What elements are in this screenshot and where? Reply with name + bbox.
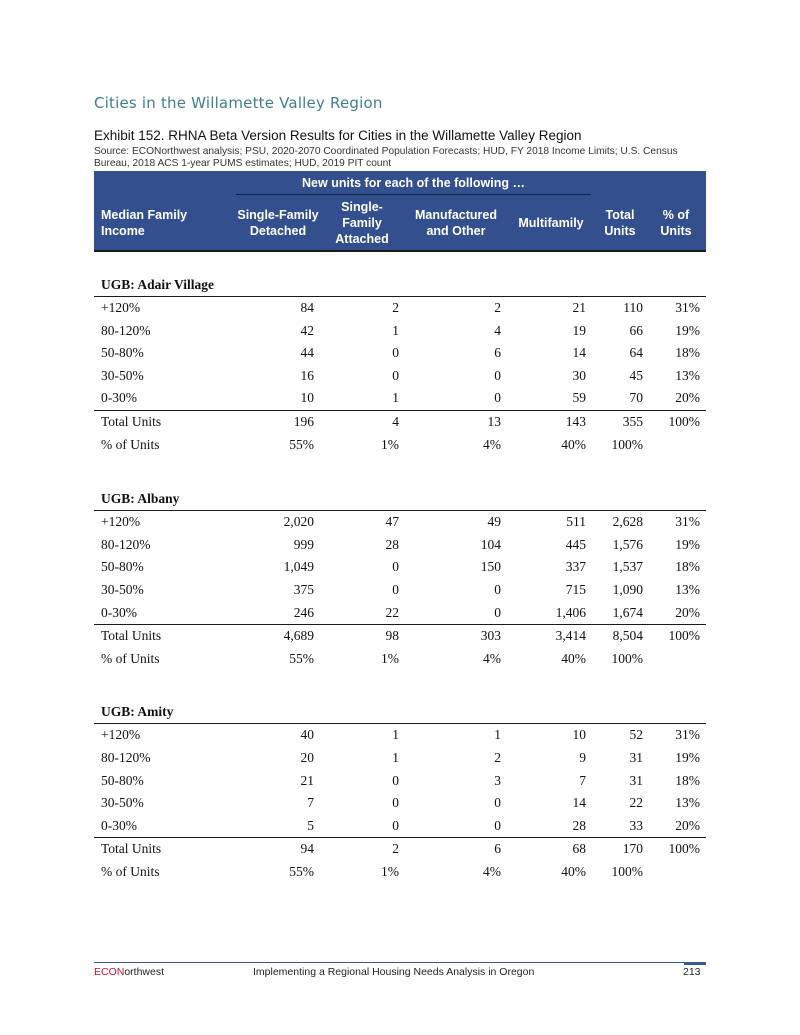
table-row xyxy=(94,579,706,602)
footer-page-tab xyxy=(684,962,706,965)
table-row xyxy=(94,815,706,838)
row-label: 0-30% xyxy=(101,817,137,833)
ugb-group xyxy=(94,270,706,456)
header-single-family-attached: Single-Family Attached xyxy=(335,200,389,246)
cell-single-family-attached: 1% xyxy=(381,650,399,666)
cell-single-family-detached: 16 xyxy=(300,367,314,383)
cell-manufactured-and-other: 0 xyxy=(494,604,501,620)
cell-manufactured-and-other: 6 xyxy=(494,841,501,857)
cell-percent-of-units: 13% xyxy=(675,581,700,597)
cell-multifamily: 3,414 xyxy=(555,628,586,644)
cell-single-family-detached: 84 xyxy=(300,300,314,315)
cell-total-units: 33 xyxy=(629,817,643,833)
cell-manufactured-and-other: 1 xyxy=(494,727,501,743)
cell-multifamily: 19 xyxy=(572,322,586,338)
ugb-group-title: UGB: Amity xyxy=(94,697,706,724)
table-row xyxy=(94,724,706,747)
row-label: % of Units xyxy=(101,650,160,666)
row-label: +120% xyxy=(101,727,141,743)
row-label: 30-50% xyxy=(101,581,144,597)
cell-manufactured-and-other: 0 xyxy=(494,817,501,833)
header-single-family-detached: Single-Family Detached xyxy=(237,208,319,238)
cell-single-family-attached: 0 xyxy=(392,581,399,597)
cell-multifamily: 511 xyxy=(566,514,586,530)
column-group-divider xyxy=(236,194,591,195)
cell-total-units: 170 xyxy=(622,841,643,857)
footer-divider xyxy=(94,962,706,963)
row-label: 0-30% xyxy=(101,390,137,406)
cell-single-family-attached: 1% xyxy=(381,863,399,879)
cell-percent-of-units: 100% xyxy=(668,841,700,857)
header-manufactured-and-other: Manufactured and Other xyxy=(415,208,497,238)
row-label: +120% xyxy=(101,514,141,530)
cell-multifamily: 14 xyxy=(572,795,586,811)
cell-single-family-detached: 196 xyxy=(293,413,314,429)
cell-single-family-detached: 999 xyxy=(293,536,314,552)
cell-manufactured-and-other: 2 xyxy=(494,300,501,315)
total-units-row xyxy=(94,624,706,648)
table-row xyxy=(94,511,706,534)
header-multifamily: Multifamily xyxy=(518,216,584,230)
cell-manufactured-and-other: 150 xyxy=(480,559,501,575)
cell-percent-of-units: 18% xyxy=(675,559,700,575)
cell-single-family-detached: 94 xyxy=(300,841,314,857)
cell-percent-of-units: 20% xyxy=(675,817,700,833)
cell-total-units: 64 xyxy=(629,345,643,361)
cell-total-units: 1,674 xyxy=(612,604,643,620)
row-label: +120% xyxy=(101,300,141,315)
cell-multifamily: 10 xyxy=(572,727,586,743)
header-percent-of-units: % of Units xyxy=(660,208,692,238)
cell-percent-of-units: 18% xyxy=(675,345,700,361)
cell-single-family-detached: 20 xyxy=(300,749,314,765)
cell-percent-of-units: 13% xyxy=(675,367,700,383)
cell-single-family-attached: 2 xyxy=(392,300,399,315)
ugb-group xyxy=(94,697,706,883)
table-row xyxy=(94,556,706,579)
cell-manufactured-and-other: 49 xyxy=(487,514,501,530)
cell-percent-of-units: 31% xyxy=(675,727,700,743)
cell-percent-of-units: 100% xyxy=(668,628,700,644)
exhibit-source: Source: ECONorthwest analysis; PSU, 2020-2070 Coordinated Population Forecasts; HUD, FY 2018 Income Limits; U.S. Census Bureau, 2018 ACS 1-year PUMS estimates; HUD, 2019 PIT count xyxy=(94,146,678,169)
cell-total-units: 100% xyxy=(611,650,643,666)
cell-percent-of-units: 20% xyxy=(675,390,700,406)
cell-total-units: 110 xyxy=(623,300,643,315)
cell-manufactured-and-other: 4% xyxy=(483,650,501,666)
brand-orthwest: orthwest xyxy=(124,966,165,978)
row-label: Total Units xyxy=(101,413,162,429)
cell-total-units: 100% xyxy=(611,863,643,879)
cell-manufactured-and-other: 6 xyxy=(494,345,501,361)
row-label: 50-80% xyxy=(101,772,144,788)
cell-multifamily: 68 xyxy=(572,841,586,857)
cell-total-units: 100% xyxy=(611,436,643,452)
table-row xyxy=(94,534,706,557)
cell-single-family-detached: 21 xyxy=(300,772,314,788)
cell-manufactured-and-other: 3 xyxy=(494,772,501,788)
cell-single-family-attached: 0 xyxy=(392,795,399,811)
cell-total-units: 52 xyxy=(629,727,643,743)
cell-manufactured-and-other: 4% xyxy=(483,436,501,452)
cell-multifamily: 337 xyxy=(565,559,586,575)
cell-single-family-detached: 7 xyxy=(307,795,314,811)
ugb-group xyxy=(94,484,706,670)
cell-single-family-attached: 0 xyxy=(392,559,399,575)
table-row xyxy=(94,387,706,410)
cell-single-family-attached: 0 xyxy=(392,345,399,361)
cell-total-units: 22 xyxy=(629,795,643,811)
cell-multifamily: 1,406 xyxy=(555,604,586,620)
cell-manufactured-and-other: 0 xyxy=(494,390,501,406)
percent-of-units-row xyxy=(94,861,706,884)
cell-single-family-attached: 98 xyxy=(385,628,399,644)
cell-percent-of-units: 19% xyxy=(675,536,700,552)
table-row xyxy=(94,365,706,388)
cell-single-family-attached: 0 xyxy=(392,817,399,833)
footer-document-title: Implementing a Regional Housing Needs Analysis in Oregon xyxy=(253,966,535,978)
cell-multifamily: 445 xyxy=(565,536,586,552)
cell-single-family-attached: 1 xyxy=(392,727,399,743)
cell-manufactured-and-other: 303 xyxy=(480,628,501,644)
cell-single-family-detached: 55% xyxy=(289,436,314,452)
cell-percent-of-units: 31% xyxy=(675,300,700,315)
table-row xyxy=(94,747,706,770)
cell-single-family-detached: 40 xyxy=(300,727,314,743)
cell-multifamily: 14 xyxy=(572,345,586,361)
table-row xyxy=(94,342,706,365)
cell-single-family-detached: 44 xyxy=(300,345,314,361)
cell-percent-of-units: 20% xyxy=(675,604,700,620)
cell-total-units: 1,537 xyxy=(612,559,643,575)
table-row xyxy=(94,602,706,625)
column-group-label: New units for each of the following … xyxy=(302,176,525,190)
cell-single-family-detached: 5 xyxy=(307,817,314,833)
cell-total-units: 355 xyxy=(622,413,643,429)
cell-multifamily: 21 xyxy=(572,300,586,315)
cell-percent-of-units: 19% xyxy=(675,749,700,765)
row-label: 80-120% xyxy=(101,749,151,765)
cell-single-family-detached: 2,020 xyxy=(283,514,314,530)
table-row xyxy=(94,792,706,815)
cell-multifamily: 28 xyxy=(572,817,586,833)
header-total-units: Total Units xyxy=(604,208,636,238)
total-units-row xyxy=(94,837,706,861)
cell-single-family-attached: 47 xyxy=(385,514,399,530)
cell-single-family-attached: 1 xyxy=(392,390,399,406)
cell-single-family-detached: 375 xyxy=(293,581,314,597)
cell-multifamily: 715 xyxy=(565,581,586,597)
exhibit-title: Exhibit 152. RHNA Beta Version Results for Cities in the Willamette Valley Region xyxy=(94,128,582,143)
cell-single-family-detached: 1,049 xyxy=(283,559,314,575)
cell-multifamily: 40% xyxy=(561,650,586,666)
cell-multifamily: 40% xyxy=(561,863,586,879)
footer-page-number: 213 xyxy=(683,966,701,978)
percent-of-units-row xyxy=(94,434,706,457)
cell-total-units: 8,504 xyxy=(612,628,643,644)
cell-total-units: 1,090 xyxy=(612,581,643,597)
footer-brand xyxy=(94,966,164,978)
percent-of-units-row xyxy=(94,648,706,671)
cell-percent-of-units: 31% xyxy=(675,514,700,530)
cell-total-units: 70 xyxy=(629,390,643,406)
cell-percent-of-units: 18% xyxy=(675,772,700,788)
cell-single-family-detached: 55% xyxy=(289,650,314,666)
table-body xyxy=(94,270,706,883)
cell-manufactured-and-other: 4% xyxy=(483,863,501,879)
cell-multifamily: 7 xyxy=(579,772,586,788)
cell-multifamily: 9 xyxy=(579,749,586,765)
cell-percent-of-units: 19% xyxy=(675,322,700,338)
cell-manufactured-and-other: 2 xyxy=(494,749,501,765)
cell-single-family-attached: 22 xyxy=(385,604,399,620)
row-label: 80-120% xyxy=(101,322,151,338)
row-label: Total Units xyxy=(101,841,162,857)
cell-total-units: 66 xyxy=(629,322,643,338)
cell-single-family-detached: 10 xyxy=(300,390,314,406)
cell-single-family-attached: 1% xyxy=(381,436,399,452)
cell-manufactured-and-other: 0 xyxy=(494,367,501,383)
cell-multifamily: 59 xyxy=(572,390,586,406)
cell-single-family-attached: 1 xyxy=(392,749,399,765)
row-label: 0-30% xyxy=(101,604,137,620)
cell-percent-of-units: 100% xyxy=(668,413,700,429)
section-heading: Cities in the Willamette Valley Region xyxy=(94,94,383,112)
brand-econ: ECON xyxy=(94,966,125,978)
cell-single-family-detached: 42 xyxy=(300,322,314,338)
ugb-group-title: UGB: Albany xyxy=(94,484,706,511)
cell-single-family-attached: 0 xyxy=(392,772,399,788)
row-label: 80-120% xyxy=(101,536,151,552)
cell-single-family-detached: 246 xyxy=(293,604,314,620)
cell-manufactured-and-other: 4 xyxy=(494,322,501,338)
cell-single-family-detached: 4,689 xyxy=(283,628,314,644)
cell-manufactured-and-other: 104 xyxy=(480,536,501,552)
cell-manufactured-and-other: 0 xyxy=(494,795,501,811)
cell-percent-of-units: 13% xyxy=(675,795,700,811)
cell-single-family-attached: 0 xyxy=(392,367,399,383)
cell-single-family-attached: 1 xyxy=(392,322,399,338)
cell-multifamily: 40% xyxy=(561,436,586,452)
table-header xyxy=(94,171,706,252)
header-median-family-income: Median Family Income xyxy=(101,208,188,238)
cell-multifamily: 143 xyxy=(565,413,586,429)
table-row xyxy=(94,297,706,320)
cell-manufactured-and-other: 13 xyxy=(487,413,501,429)
cell-single-family-attached: 28 xyxy=(385,536,399,552)
ugb-group-title: UGB: Adair Village xyxy=(94,270,706,297)
row-label: 30-50% xyxy=(101,795,144,811)
cell-manufactured-and-other: 0 xyxy=(494,581,501,597)
row-label: % of Units xyxy=(101,863,160,879)
cell-total-units: 1,576 xyxy=(612,536,643,552)
row-label: % of Units xyxy=(101,436,160,452)
row-label: 50-80% xyxy=(101,345,144,361)
cell-single-family-attached: 4 xyxy=(392,413,399,429)
row-label: 30-50% xyxy=(101,367,144,383)
total-units-row xyxy=(94,410,706,434)
cell-total-units: 31 xyxy=(629,749,643,765)
cell-multifamily: 30 xyxy=(572,367,586,383)
cell-total-units: 45 xyxy=(629,367,643,383)
cell-total-units: 2,628 xyxy=(612,514,643,530)
cell-single-family-detached: 55% xyxy=(289,863,314,879)
table-row xyxy=(94,320,706,343)
row-label: Total Units xyxy=(101,628,162,644)
cell-total-units: 31 xyxy=(629,772,643,788)
table-row xyxy=(94,770,706,793)
row-label: 50-80% xyxy=(101,559,144,575)
cell-single-family-attached: 2 xyxy=(392,841,399,857)
